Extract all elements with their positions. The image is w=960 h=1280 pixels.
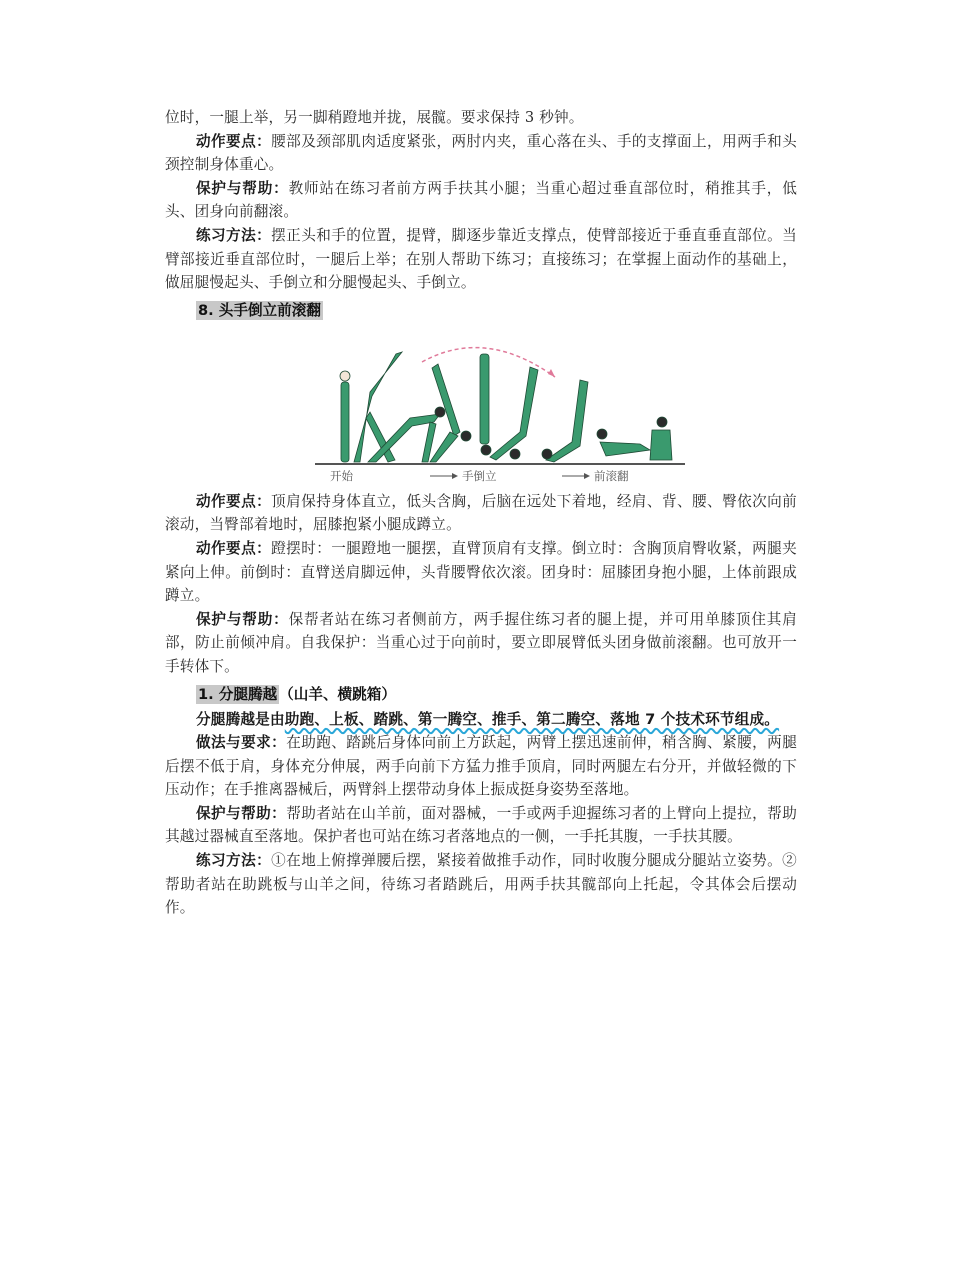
figure-label-start: 开始 xyxy=(330,468,353,483)
gymnast-sequence-illustration xyxy=(310,332,690,482)
paragraph-vault-protection: 保护与帮助：帮助者站在山羊前，面对器械，一手或两手迎握练习者的上臂向上提拉，帮助其越过器械直至落地。保护者也可站在练习者落地点的一侧，一手托其腹，一手扶其腰。 xyxy=(165,804,797,846)
paragraph-vault-intro xyxy=(165,708,797,732)
section-heading-straddle-vault xyxy=(165,682,797,708)
paragraph-roll-action-points: 动作要点：顶肩保持身体直立，低头含胸，后脑在远处下着地，经肩、背、腰、臀依次向前滚动，当臀部着地时，屈膝抱紧小腿成蹲立。 xyxy=(165,492,797,534)
label-protection-help: 保护与帮助： xyxy=(196,179,289,197)
label-practice-method: 练习方法： xyxy=(196,226,272,244)
paragraph-vault-practice: 练习方法：①在地上俯撑弹腰后摆，紧接着做推手动作，同时收腹分腿成分腿站立姿势。②帮助者站在助跳板与山羊之间，待练习者踏跳后，用两手扶其髋部向上托起，令其体会后摆动作。 xyxy=(165,852,797,917)
label-action-points: 动作要点： xyxy=(196,132,272,150)
paragraph-roll-action-points-2: 动作要点：蹬摆时：一腿蹬地一腿摆，直臂顶肩有支撑。倒立时：含胸顶肩臀收紧，两腿夹紧向上伸。前倒时：直臂送肩脚远伸，头背腰臀依次滚。团身时：屈膝团身抱小腿，上体前跟成蹲立。 xyxy=(165,539,797,605)
paragraph-practice-method: 练习方法：摆正头和手的位置，提臂，脚逐步靠近支撑点，使臂部接近于垂直垂直部位。当臂部接近垂直部位时，一腿后上举；在别人帮助下练习；直接练习；在掌握上面动作的基础上，做屈腿慢起头、手倒立和分腿慢起头、手倒立。 xyxy=(165,226,797,292)
paragraph-continuation: 位时，一腿上举，另一脚稍蹬地并拢，展髋。要求保持 3 秒钟。 xyxy=(165,109,584,126)
highlighted-heading: 8. 头手倒立前滚翻 xyxy=(198,301,321,319)
paragraph-vault-method: 做法与要求：在助跑、踏跳后身体向前上方跃起，两臂上摆迅速前伸，稍含胸、紧腰，两腿后摆不低于肩，身体充分伸展，两手向前下方猛力推手顶肩，同时两腿左右分开，并做轻微的下压动作；在手推离器械后，两臂斜上摆带动身体上振成挺身姿势至落地。 xyxy=(165,734,797,799)
heading-apparatus: （山羊、横跳箱） xyxy=(279,685,396,703)
label-method-requirements: 做法与要求： xyxy=(196,734,287,752)
label-practice-method: 练习方法： xyxy=(196,852,272,870)
paragraph-protection-help: 保护与帮助：教师站在练习者前方两手扶其小腿；当重心超过垂直部位时，稍推其手，低头、团身向前翻滚。 xyxy=(165,179,797,221)
paragraph-action-points: 动作要点：腰部及颈部肌肉适度紧张，两肘内夹，重心落在头、手的支撑面上，用两手和头颈控制身体重心。 xyxy=(165,132,797,174)
headstand-roll-figure xyxy=(310,332,690,482)
label-protection-help: 保护与帮助： xyxy=(196,804,287,822)
highlighted-heading: 1. 分腿腾越 xyxy=(198,685,278,703)
document-page xyxy=(165,106,797,920)
figure-label-forward-roll: 前滚翻 xyxy=(594,468,629,483)
label-action-points: 动作要点： xyxy=(196,539,272,557)
paragraph-roll-protection: 保护与帮助：保帮者站在练习者侧前方，两手握住练习者的腿上提，并可用单膝顶住其肩部，防止前倾冲肩。自我保护：当重心过于向前时，要立即展臂低头团身做前滚翻。也可放开一手转体下。 xyxy=(165,610,797,675)
label-action-points: 动作要点： xyxy=(196,492,272,510)
label-protection-help: 保护与帮助： xyxy=(196,610,289,628)
spellcheck-underlined-text: 助跑、上板、踏跳、第一腾空、推手、第二腾空、落地 7 个技术环节组成。 xyxy=(284,710,780,728)
section-heading-headstand-roll xyxy=(165,298,797,324)
figure-label-handstand: 手倒立 xyxy=(462,468,497,483)
intro-bold-text: 分腿腾越是由 xyxy=(196,710,285,728)
